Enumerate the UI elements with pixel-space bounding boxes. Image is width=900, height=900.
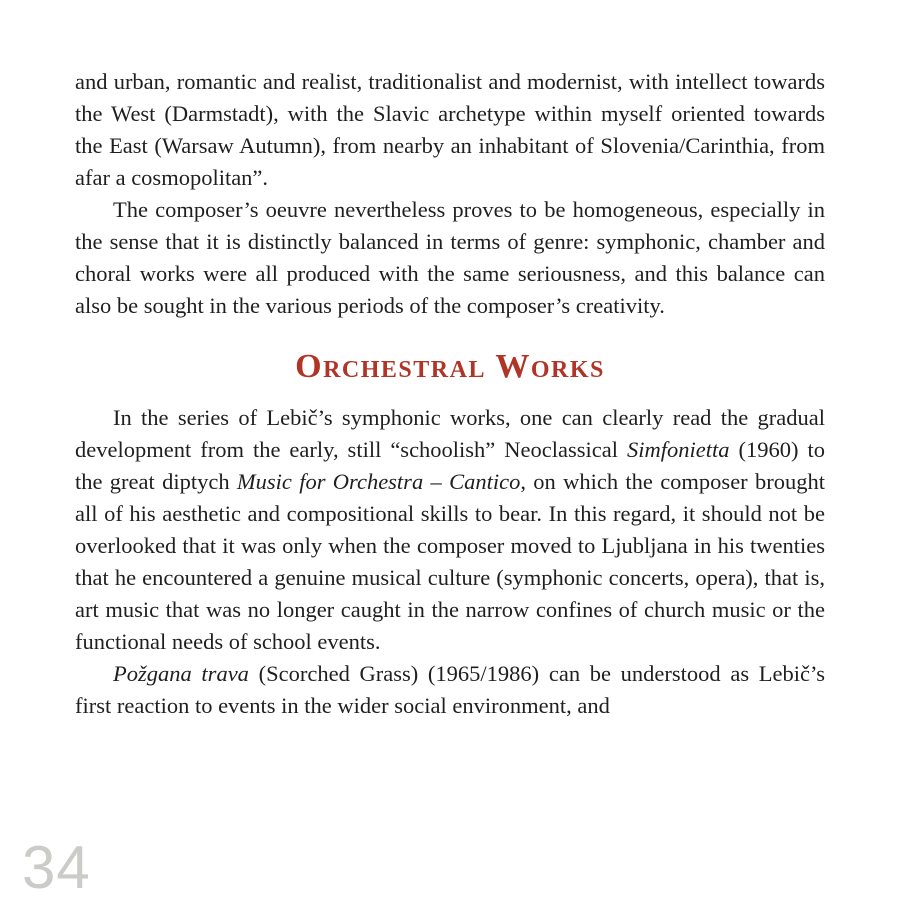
- paragraph-intro-2: The composer’s oeuvre nevertheless proves to be homogeneous, especially in the sense that it is distinctly balanced in terms of genre: symphonic, chamber and choral works were all produced with the same seriousness, and this balance can also be sought in the various periods of the composer’s creativity.: [75, 197, 825, 318]
- paragraph-body-1: In the series of Lebič’s symphonic works, one can clearly read the gradual development from the early, still “schoolish” Neoclassical Simfonietta (1960) to the great diptych Music for Orchestra – Cantico, on which the composer brought all of his aesthetic and compositional skills to bear. In this regard, it should not be overlooked that it was only when the composer moved to Ljubljana in his twenties that he encountered a genuine musical culture (symphonic concerts, opera), that is, art music that was no longer caught in the narrow confines of church music or the functional needs of school events.: [75, 405, 825, 654]
- section-heading: Orchestral Works: [295, 348, 605, 385]
- paragraph-intro-1: and urban, romantic and realist, traditionalist and modernist, with intellect towards the West (Darmstadt), with the Slavic archetype within myself oriented towards the East (Warsaw Autumn), from nearby an inhabitant of Slovenia/Carinthia, from afar a cosmopolitan”.: [75, 69, 825, 190]
- text-column: [75, 66, 825, 722]
- page-number: 34: [22, 834, 91, 900]
- paragraph-body-2: Požgana trava (Scorched Grass) (1965/1986) can be understood as Lebič’s first reaction to events in the wider social environment, and: [75, 661, 826, 718]
